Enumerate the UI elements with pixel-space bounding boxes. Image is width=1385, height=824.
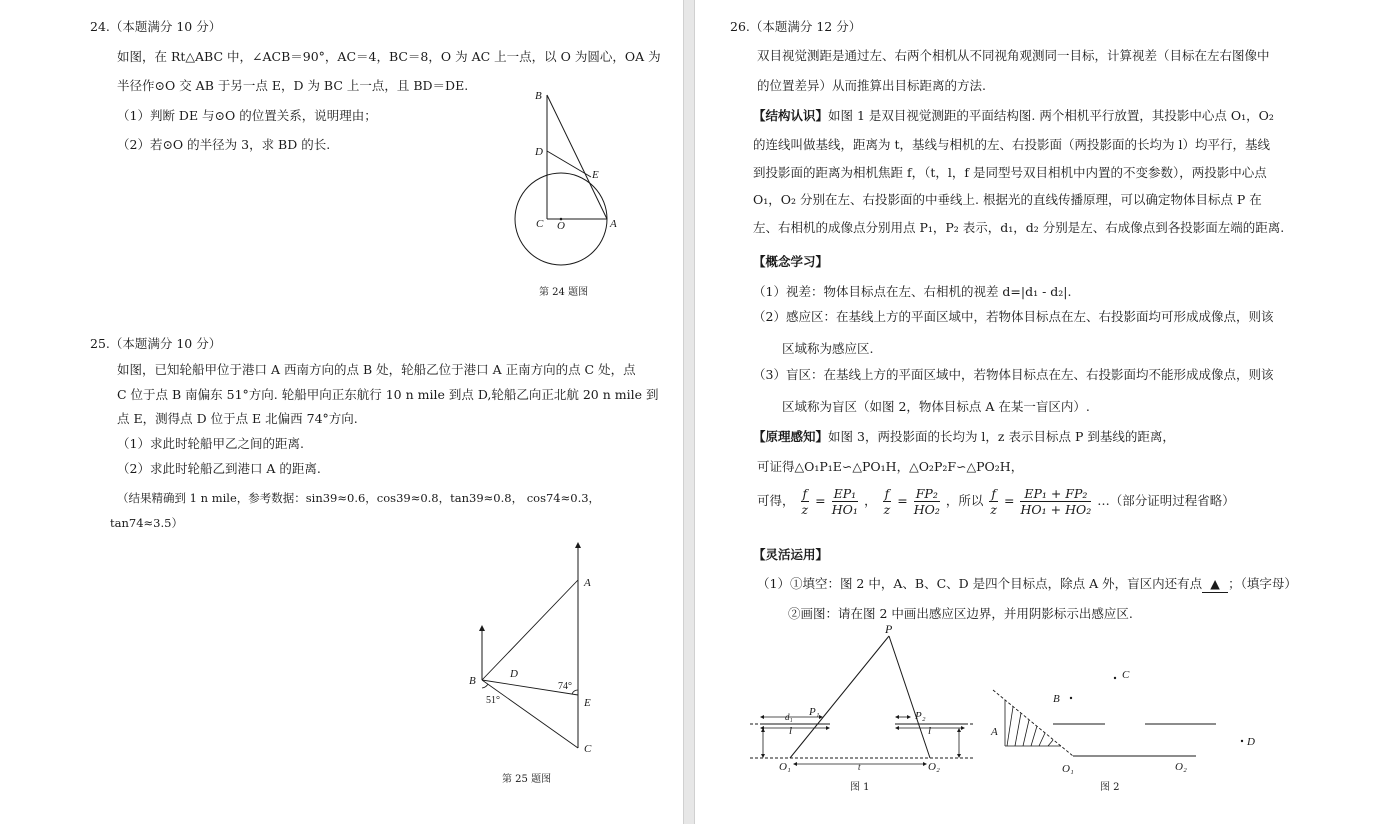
q25-part-1: （1）求此时轮船甲乙之间的距离. bbox=[117, 436, 304, 451]
q24-part-2: （2）若⊙O 的半径为 3，求 BD 的长. bbox=[117, 137, 331, 152]
q26-structure-line-5: 左、右相机的成像点分别用点 P₁，P₂ 表示，d₁，d₂ 分别是左、右成像点到各投影面左端的距离. bbox=[753, 220, 1285, 235]
q26-structure-line-2: 的连线叫做基线，距离为 t，基线与相机的左、右投影面（两投影面的长均为 l）均平行，基线 bbox=[753, 137, 1270, 152]
q25-caption: 第 25 题图 bbox=[502, 774, 552, 785]
fig2-label-a: A bbox=[991, 726, 998, 738]
q26-apply-text-1b: ；（填字母） bbox=[1228, 576, 1297, 591]
frac-f-z-1: $\frac{f}{z}$ bbox=[801, 486, 809, 517]
frac-f-z-3: $\frac{f}{z}$ bbox=[990, 486, 997, 517]
fig1-label-l-left: l bbox=[789, 725, 793, 737]
q25-angle-51: 51° bbox=[486, 695, 500, 706]
q26-formula-suffix: …（部分证明过程省略） bbox=[1097, 493, 1235, 508]
q25-label-d: D bbox=[510, 668, 518, 680]
frac-sum: $\frac{\text{EP₁ + FP₂}}{\text{HO₁ + HO₂}}$ bbox=[1020, 486, 1092, 517]
q26-formula-so: 所以 bbox=[958, 493, 984, 508]
q26-principle-heading: 【原理感知】 bbox=[753, 429, 829, 444]
q26-concept-line-4: （3）盲区：在基线上方的平面区域中，若物体目标点在左、右投影面均不能形成成像点，则该 bbox=[753, 367, 1274, 382]
q24-figure bbox=[500, 85, 640, 270]
fig2-label-c: C bbox=[1122, 669, 1130, 681]
q26-intro-line-2: 的位置差异）从而推算出目标距离的方法. bbox=[757, 78, 986, 93]
q26-title: 26.（本题满分 12 分） bbox=[730, 19, 862, 34]
q26-concept-heading: 【概念学习】 bbox=[753, 254, 829, 269]
q25-angle-74: 74° bbox=[558, 681, 572, 692]
q25-label-c: C bbox=[584, 743, 592, 755]
q26-structure-line-3: 到投影面的距离为相机焦距 f，（t，l，f 是同型号双目相机中内置的不变参数），两投影中心点 bbox=[753, 165, 1267, 180]
q24-part-1: （1）判断 DE 与⊙O 的位置关系，说明理由； bbox=[117, 108, 377, 123]
page-gutter bbox=[683, 0, 695, 824]
q25-part-2: （2）求此时轮船乙到港口 A 的距离. bbox=[117, 461, 321, 476]
q26-figure-1 bbox=[745, 620, 985, 780]
q25-body-line-1: 如图，已知轮船甲位于港口 A 西南方向的点 B 处，轮船乙位于港口 A 正南方向的点 C 处，点 bbox=[117, 362, 636, 377]
right-page bbox=[695, 0, 1385, 824]
q26-concept-line-1: （1）视差：物体目标点在左、右相机的视差 d=|d₁ - d₂|. bbox=[753, 284, 1072, 299]
fig1-label-o2: O₂ bbox=[928, 761, 940, 773]
q25-note-line-2: tan74≈3.5） bbox=[110, 516, 183, 530]
fig1-label-p2: P₂ bbox=[915, 710, 926, 722]
fig1-label-t: t bbox=[858, 762, 861, 772]
fig2-point-d bbox=[1241, 740, 1243, 742]
q24-title: 24.（本题满分 10 分） bbox=[90, 19, 222, 34]
q24-body-line-1: 如图，在 Rt△ABC 中，∠ACB＝90°，AC＝4，BC＝8，O 为 AC 上一点，以 O 为圆心，OA 为 bbox=[117, 49, 661, 64]
q25-segment-ba bbox=[482, 580, 578, 680]
q26-intro-line-1: 双目视觉测距是通过左、右两个相机从不同视角观测同一目标，计算视差（目标在左右图像中 bbox=[757, 48, 1270, 63]
frac-ep1-ho1: $\frac{\text{EP₁}}{\text{HO₁}}$ bbox=[831, 486, 858, 517]
q25-label-e: E bbox=[584, 697, 591, 709]
q25-body-line-2: C 位于点 B 南偏东 51°方向. 轮船甲向正东航行 10 n mile 到点 D,轮船乙向正北航 20 n mile 到 bbox=[117, 387, 659, 402]
frac-fp2-ho2: $\frac{\text{FP₂}}{\text{HO₂}}$ bbox=[913, 486, 940, 517]
fig2-point-c bbox=[1114, 677, 1116, 679]
q26-structure-heading: 【结构认识】 bbox=[753, 108, 829, 123]
fig1-label-o1: O₁ bbox=[779, 761, 791, 773]
fig2-label-b: B bbox=[1053, 693, 1060, 705]
q26-concept-line-5: 区域称为盲区（如图 2，物体目标点 A 在某一盲区内）. bbox=[782, 399, 1090, 414]
q24-label-e: E bbox=[592, 169, 599, 181]
q26-concept-line-3: 区域称为感应区. bbox=[782, 341, 874, 356]
fig1-label-l-right: l bbox=[928, 725, 932, 737]
q26-formula-prefix: 可得， bbox=[757, 493, 795, 508]
q25-figure bbox=[460, 540, 610, 760]
fig1-ray-left bbox=[790, 636, 889, 758]
fig2-label-o2: O₂ bbox=[1175, 761, 1187, 773]
q25-label-b: B bbox=[469, 675, 476, 687]
q26-concept-line-2: （2）感应区：在基线上方的平面区域中，若物体目标点在左、右投影面均可形成成像点，则该 bbox=[753, 309, 1274, 324]
q26-principle-text-1: 如图 3，两投影面的长均为 l，z 表示目标点 P 到基线的距离， bbox=[828, 429, 1175, 444]
q26-structure-line-4: O₁，O₂ 分别在左、右投影面的中垂线上. 根据光的直线传播原理，可以确定物体目标点 P 在 bbox=[753, 192, 1262, 207]
q25-note-line-1: （结果精确到 1 n mile，参考数据：sin39≈0.6，cos39≈0.8，tan39≈0.8， cos74≈0.3， bbox=[117, 491, 601, 505]
q26-apply-line-1 bbox=[757, 576, 1297, 593]
q26-structure-line-1 bbox=[753, 108, 1274, 124]
fig1-caption: 图 1 bbox=[850, 782, 870, 793]
answer-blank[interactable]: ▲ bbox=[1202, 576, 1228, 593]
q25-angle-arc-74 bbox=[572, 690, 578, 694]
q26-principle-line-2: 可证得△O₁P₁E∽△PO₁H，△O₂P₂F∽△PO₂H， bbox=[757, 459, 1024, 474]
q25-body-line-3: 点 E，测得点 D 位于点 E 北偏西 74°方向. bbox=[117, 411, 358, 426]
q24-label-a: A bbox=[610, 218, 617, 230]
q25-title: 25.（本题满分 10 分） bbox=[90, 336, 222, 351]
fig1-ray-right bbox=[889, 636, 930, 758]
q26-apply-line-2: ②画图：请在图 2 中画出感应区边界，并用阴影标示出感应区. bbox=[788, 606, 1133, 621]
q26-formula-line: 可得， $\frac{f}{z}$ = $\frac{\text{EP₁}}{\text{HO₁}}$ ， $\frac{f}{z}$ = $\frac{\text{FP₂}}{\text{HO₂}}$ ，所以 $\frac{f}{z}$ = $\frac{\text{EP₁ + FP₂}}{\text{HO₁ + HO₂}}$ …（部分证明过程省略） bbox=[757, 486, 1235, 517]
q26-figure-2 bbox=[985, 660, 1275, 780]
q24-label-b: B bbox=[535, 90, 542, 102]
fig1-label-d1: d₁ bbox=[785, 712, 793, 722]
q25-angle-arc-51 bbox=[482, 684, 488, 688]
q24-label-d: D bbox=[535, 146, 543, 158]
q26-principle-line-1 bbox=[753, 429, 1175, 445]
q26-apply-text-1: （1）①填空：图 2 中，A、B、C、D 是四个目标点，除点 A 外，盲区内还有点 bbox=[757, 576, 1203, 591]
frac-f-z-2: $\frac{f}{z}$ bbox=[883, 486, 891, 517]
fig1-label-p1: P₁ bbox=[809, 706, 820, 718]
q25-label-a: A bbox=[584, 577, 591, 589]
fig2-caption: 图 2 bbox=[1100, 782, 1120, 793]
q24-label-c: C bbox=[536, 218, 544, 230]
q24-body-line-2: 半径作⊙O 交 AB 于另一点 E，D 为 BC 上一点，且 BD＝DE. bbox=[117, 78, 469, 93]
q26-structure-text-1: 如图 1 是双目视觉测距的平面结构图. 两个相机平行放置，其投影中心点 O₁，O₂ bbox=[828, 108, 1274, 123]
fig2-label-o1: O₁ bbox=[1062, 763, 1074, 775]
fig1-label-p: P bbox=[885, 622, 893, 636]
q24-label-o: O bbox=[557, 220, 565, 232]
q24-caption: 第 24 题图 bbox=[539, 287, 589, 298]
left-page bbox=[0, 0, 683, 824]
q24-segment-ab bbox=[547, 95, 607, 219]
q26-apply-heading: 【灵活运用】 bbox=[753, 547, 829, 562]
fig2-hatching bbox=[1005, 707, 1061, 746]
fig2-label-d: D bbox=[1247, 736, 1255, 748]
fig2-point-b bbox=[1070, 697, 1072, 699]
